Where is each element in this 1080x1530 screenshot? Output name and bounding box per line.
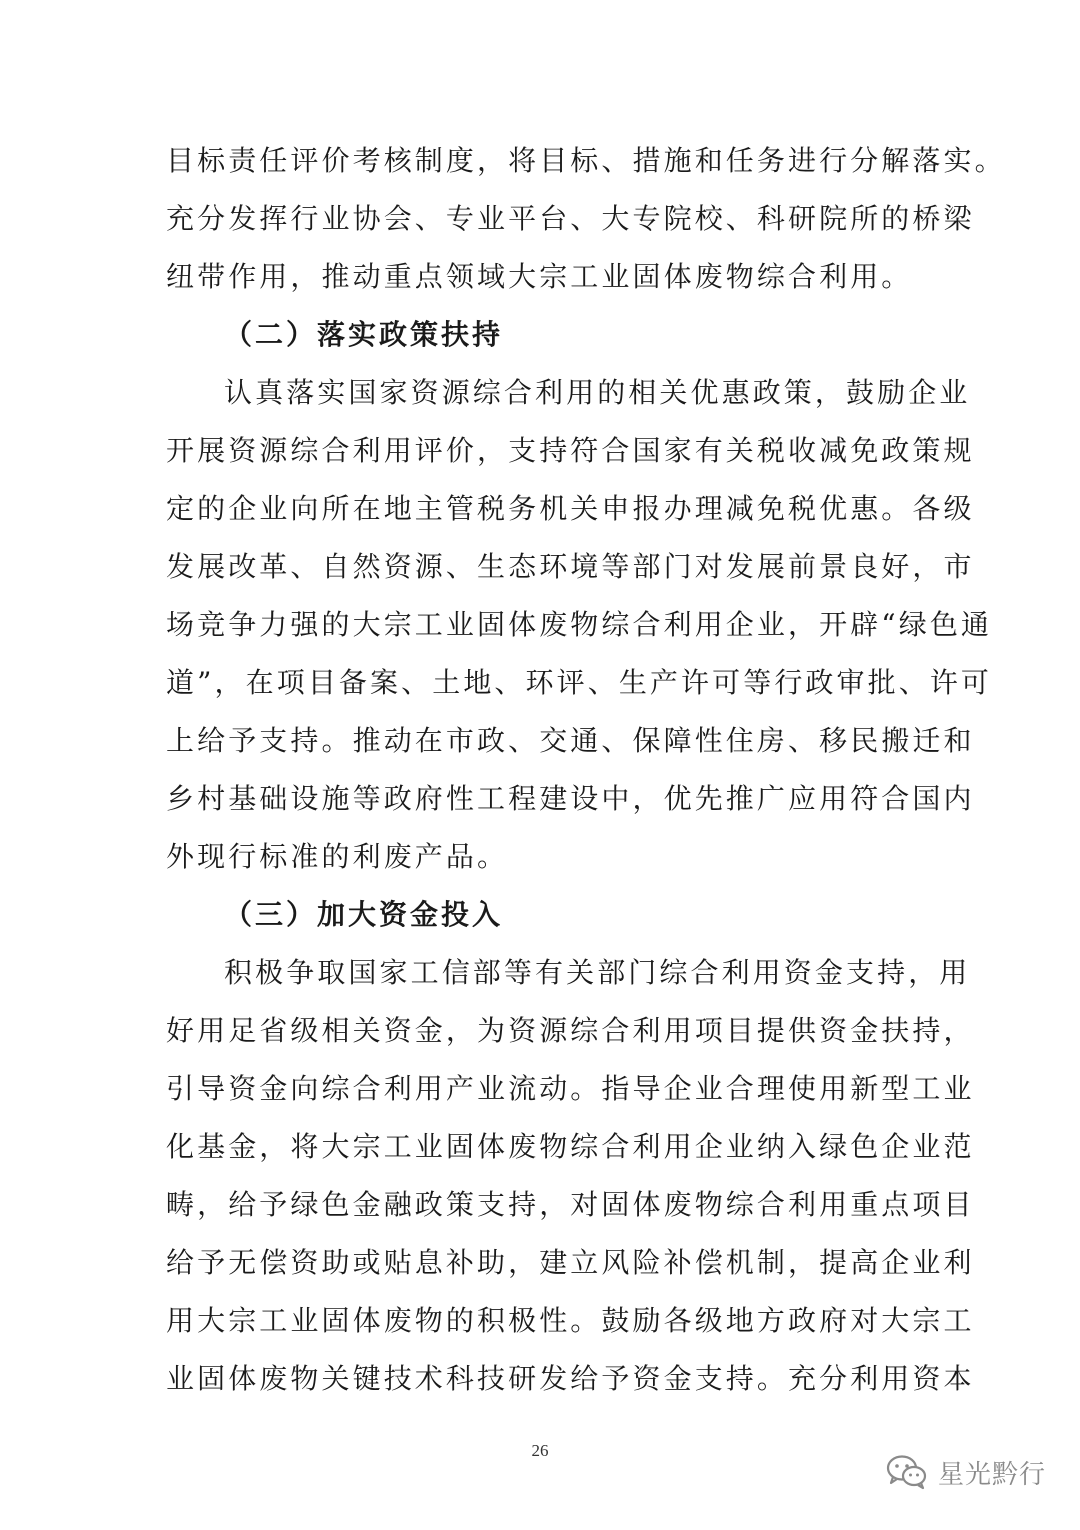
body-line: 目标责任评价考核制度，将目标、措施和任务进行分解落实。 — [166, 144, 1006, 177]
body-line: 给予无偿资助或贴息补助，建立风险补偿机制，提高企业利 — [166, 1246, 975, 1279]
body-line: 畴，给予绿色金融政策支持，对固体废物综合利用重点项目 — [166, 1188, 975, 1221]
section-heading-funding: （三）加大资金投入 — [224, 898, 504, 931]
body-line: 用大宗工业固体废物的积极性。鼓励各级地方政府对大宗工 — [166, 1304, 975, 1337]
wechat-watermark — [886, 1452, 1046, 1492]
body-line: 发展改革、自然资源、生态环境等部门对发展前景良好，市 — [166, 550, 975, 583]
body-line: 开展资源综合利用评价，支持符合国家有关税收减免政策规 — [166, 434, 975, 467]
body-line: 道”，在项目备案、土地、环评、生产许可等行政审批、许可 — [166, 666, 993, 699]
body-line: 引导资金向综合利用产业流动。指导企业合理使用新型工业 — [166, 1072, 975, 1105]
watermark-text: 星光黔行 — [937, 1459, 1046, 1490]
section-heading-policy-support: （二）落实政策扶持 — [224, 318, 504, 351]
body-line: 场竞争力强的大宗工业固体废物综合利用企业，开辟“绿色通 — [166, 608, 993, 641]
body-line: 乡村基础设施等政府性工程建设中，优先推广应用符合国内 — [166, 782, 975, 815]
page-content — [166, 132, 1006, 1408]
body-line: 外现行标准的利废产品。 — [166, 840, 509, 873]
body-line: 业固体废物关键技术科技研发给予资金支持。充分利用资本 — [166, 1362, 975, 1395]
body-line: 上给予支持。推动在市政、交通、保障性住房、移民搬迁和 — [166, 724, 975, 757]
page-number: 26 — [531, 1441, 549, 1460]
body-line: 积极争取国家工信部等有关部门综合利用资金支持，用 — [224, 956, 971, 989]
body-line: 纽带作用，推动重点领域大宗工业固体废物综合利用。 — [166, 260, 913, 293]
body-line: 充分发挥行业协会、专业平台、大专院校、科研院所的桥梁 — [166, 202, 975, 235]
wechat-icon — [886, 1454, 928, 1490]
body-line: 化基金，将大宗工业固体废物综合利用企业纳入绿色企业范 — [166, 1130, 975, 1163]
body-line: 认真落实国家资源综合利用的相关优惠政策，鼓励企业 — [224, 376, 971, 409]
body-line: 定的企业向所在地主管税务机关申报办理减免税优惠。各级 — [166, 492, 975, 525]
body-line: 好用足省级相关资金，为资源综合利用项目提供资金扶持， — [166, 1014, 975, 1047]
